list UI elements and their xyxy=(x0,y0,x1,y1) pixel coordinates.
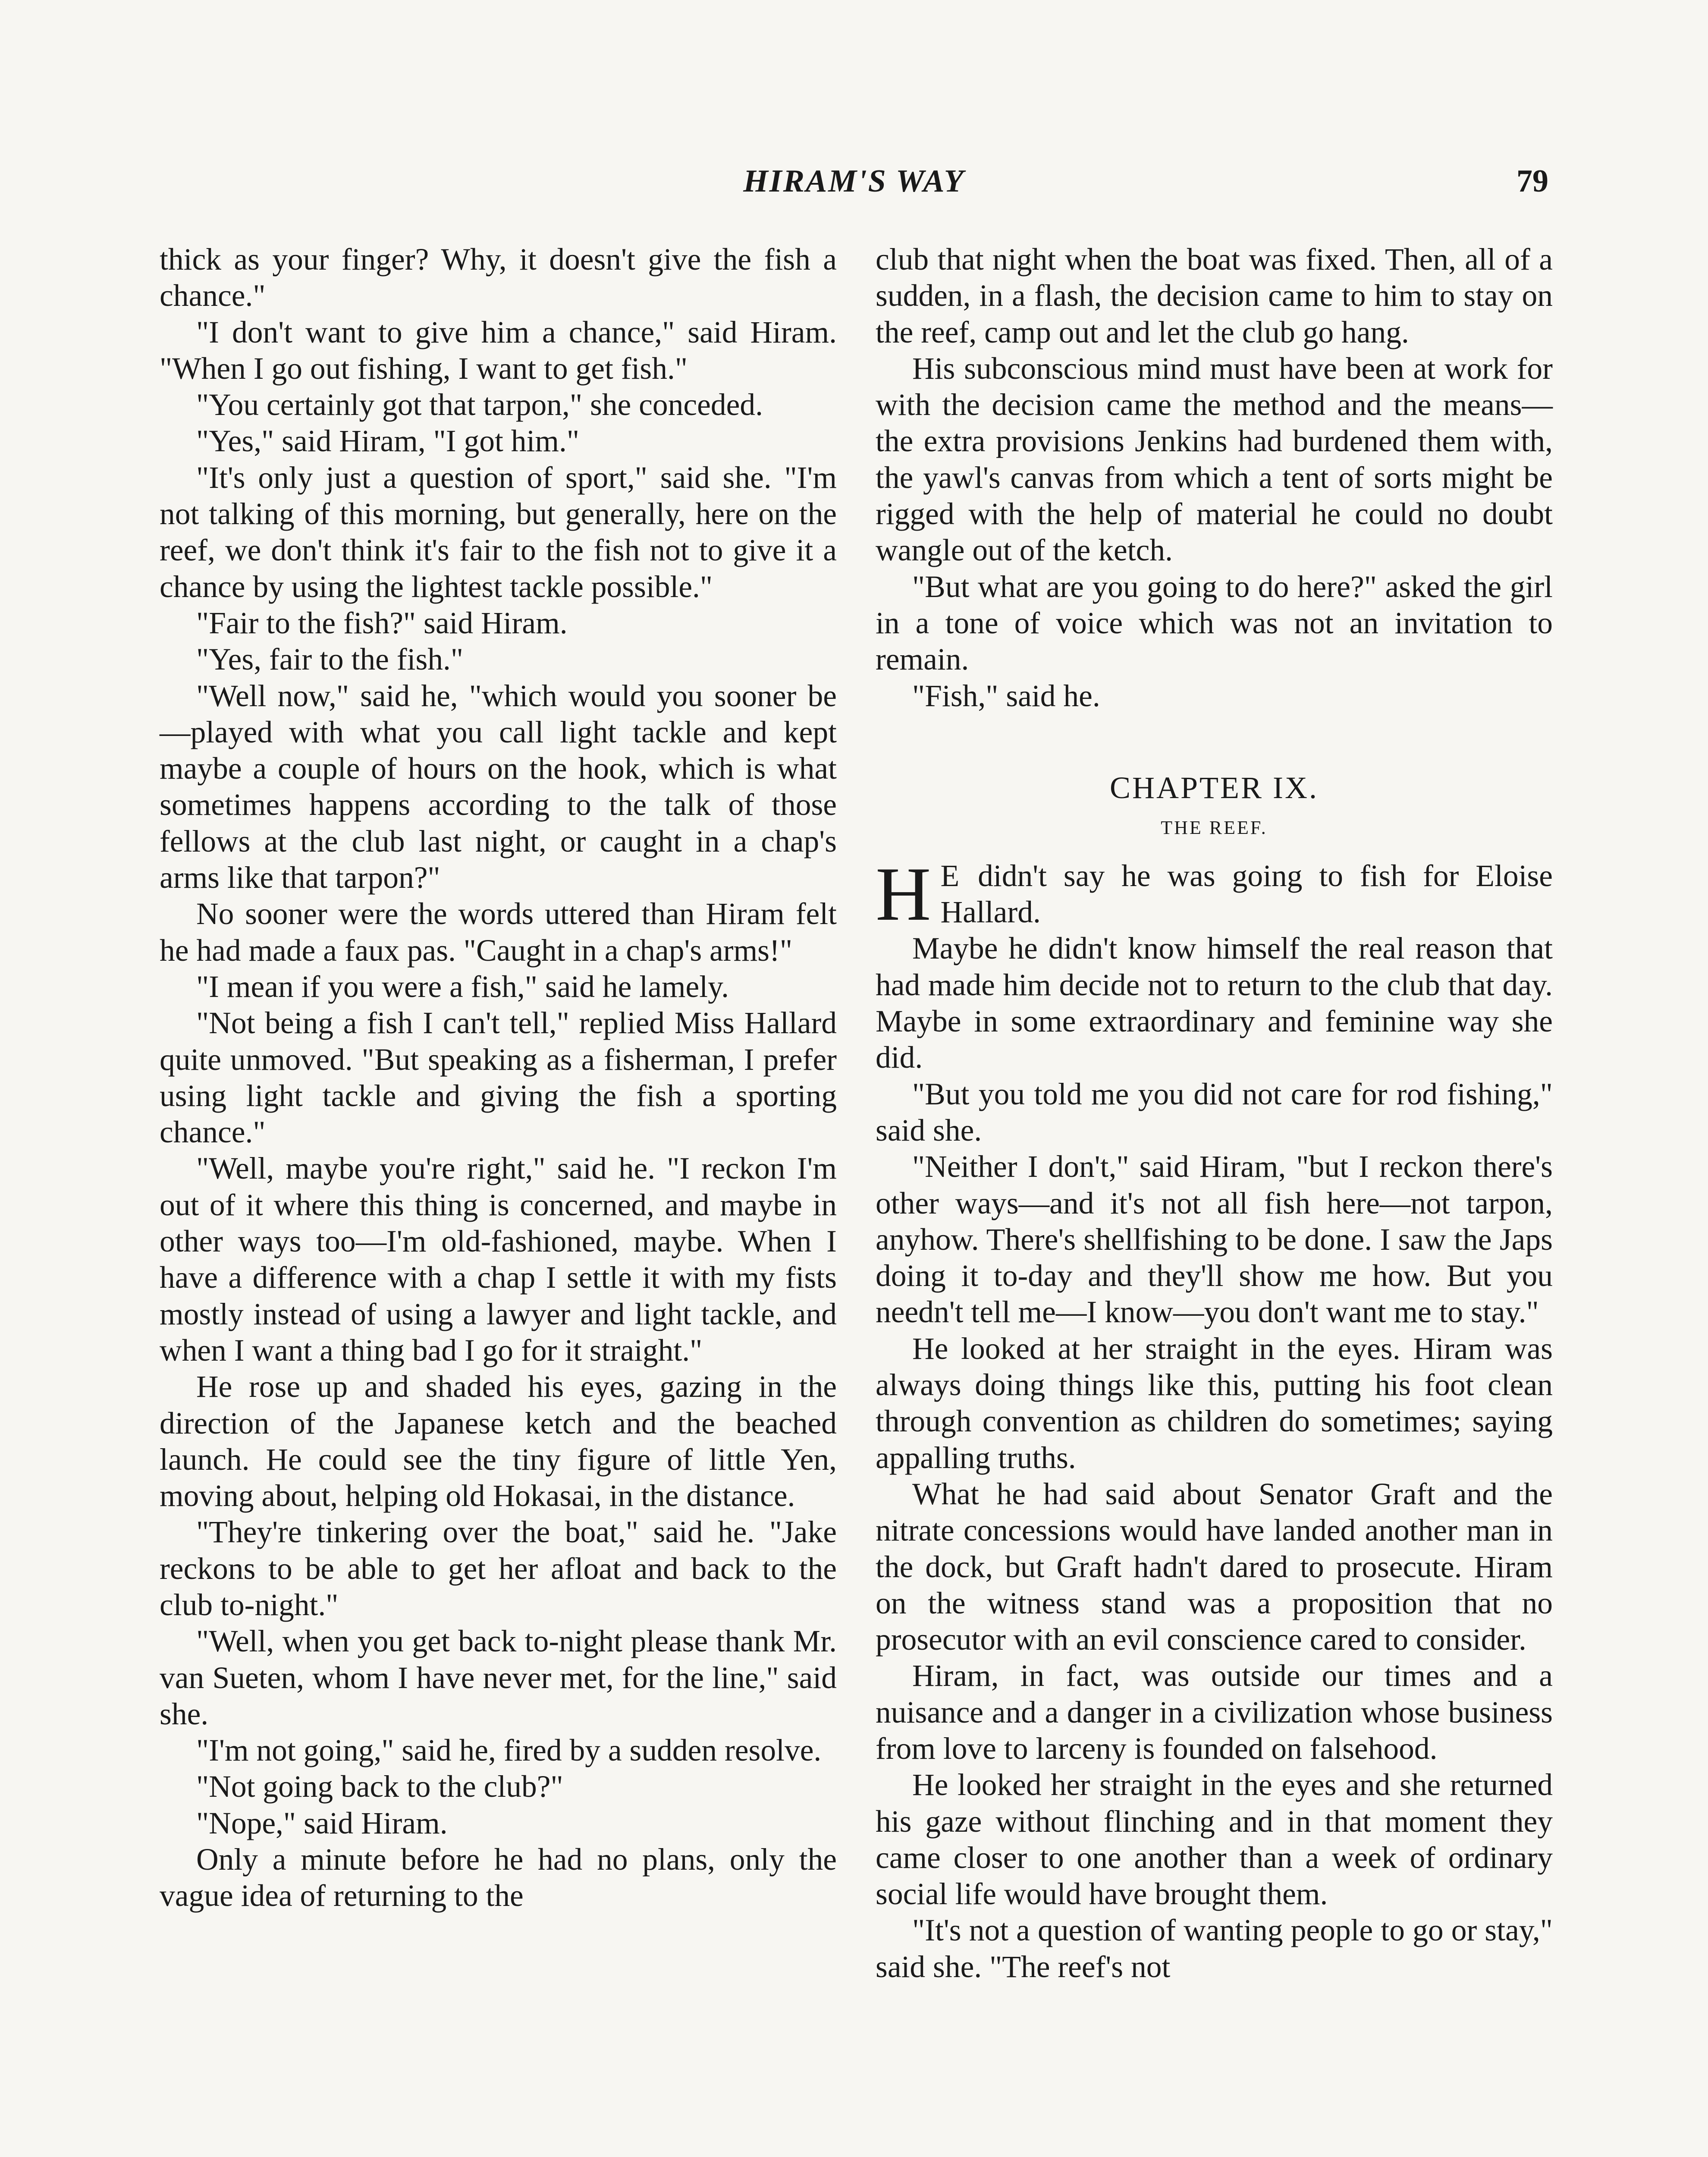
opening-text: didn't say he was going to fish for Eloise Hallard. xyxy=(940,858,1553,930)
paragraph: He looked at her straight in the eyes. Hiram was always doing things like this, putting his foot clean through convention as children do sometimes; saying appalling truths. xyxy=(876,1331,1553,1475)
paragraph: "Yes," said Hiram, "I got him." xyxy=(196,424,580,459)
running-title: HIRAM'S WAY xyxy=(743,164,965,199)
paragraph: "Yes, fair to the fish." xyxy=(196,642,464,677)
paragraph: Maybe he didn't know himself the real reason that had made him decide not to return to the club that day. Maybe in some extraordinary and feminine way she did. xyxy=(876,931,1553,1075)
paragraph: His subconscious mind must have been at work for with the decision came the method and the means—the extra provisions Jenkins had burdened them with, the yawl's canvas from which a tent of sorts might be rigged with the help of material he could no doubt wangle out of the ketch. xyxy=(876,351,1553,568)
drop-cap: H xyxy=(876,851,931,937)
paragraph: thick as your finger? Why, it doesn't give the fish a chance." xyxy=(160,242,837,313)
page-number: 79 xyxy=(1516,164,1548,199)
paragraph: "I mean if you were a fish," said he lamely. xyxy=(196,969,729,1004)
drop-cap-word: E xyxy=(940,858,961,893)
paragraph: club that night when the boat was fixed. Then, all of a sudden, in a flash, the decision came to him to stay on the reef, camp out and let the club go hang. xyxy=(876,242,1553,349)
paragraph: "Not going back to the club?" xyxy=(196,1770,563,1804)
right-column xyxy=(876,242,1553,1985)
paragraph: "But what are you going to do here?" asked the girl in a tone of voice which was not an invitation to remain. xyxy=(876,569,1553,677)
chapter-heading: CHAPTER IX. xyxy=(1109,770,1319,805)
paragraph: "Nope," said Hiram. xyxy=(196,1806,448,1840)
paragraph: "Not being a fish I can't tell," replied Miss Hallard quite unmoved. "But speaking as a fisherman, I prefer using light tackle and giving the fish a sporting chance." xyxy=(160,1006,837,1150)
paragraph: What he had said about Senator Graft and the nitrate concessions would have landed another man in the dock, but Graft hadn't dared to prosecute. Hiram on the witness stand was a proposition that no prosecutor with an evil conscience cared to consider. xyxy=(876,1477,1553,1657)
paragraph: No sooner were the words uttered than Hiram felt he had made a faux pas. "Caught in a chap's arms!" xyxy=(160,897,837,968)
paragraph: "It's only just a question of sport," said she. "I'm not talking of this morning, but generally, here on the reef, we don't think it's fair to the fish not to give it a chance by using the lightest tackle possible." xyxy=(160,460,837,604)
paragraph: He rose up and shaded his eyes, gazing in the direction of the Japanese ketch and the beached launch. He could see the tiny figure of little Yen, moving about, helping old Hokasai, in the distance. xyxy=(160,1370,837,1513)
paragraph: Only a minute before he had no plans, only the vague idea of returning to the xyxy=(160,1843,837,1913)
left-column xyxy=(160,242,837,1915)
paragraph: "Well, when you get back to-night please thank Mr. van Sueten, whom I have never met, for the line," said she. xyxy=(160,1624,837,1731)
chapter-subtitle: THE REEF. xyxy=(1161,817,1268,838)
paragraph: "You certainly got that tarpon," she conceded. xyxy=(196,388,763,422)
chapter-opening-paragraph xyxy=(876,851,1553,937)
paragraph: "But you told me you did not care for rod fishing," said she. xyxy=(876,1077,1553,1148)
running-head xyxy=(160,163,1548,206)
paragraph: "Well, maybe you're right," said he. "I reckon I'm out of it where this thing is concerned, and maybe in other ways too—I'm old-fashioned, maybe. When I have a difference with a chap I settle it with my fists mostly instead of using a lawyer and light tackle, and when I want a thing bad I go for it straight." xyxy=(160,1151,837,1368)
paragraph: "Well now," said he, "which would you sooner be—played with what you call light tackle and kept maybe a couple of hours on the hook, which is what sometimes happens according to the talk of those fellows at the club last night, or caught in a chap's arms like that tarpon?" xyxy=(160,679,837,895)
paragraph: Hiram, in fact, was outside our times and a nuisance and a danger in a civilization whose business from love to larceny is founded on falsehood. xyxy=(876,1659,1553,1766)
paragraph: "It's not a question of wanting people to go or stay," said she. "The reef's not xyxy=(876,1913,1553,1984)
paragraph: "I don't want to give him a chance," said Hiram. "When I go out fishing, I want to get fish." xyxy=(160,315,837,386)
paragraph: "They're tinkering over the boat," said he. "Jake reckons to be able to get her afloat and back to the club to-night." xyxy=(160,1515,837,1622)
paragraph: He looked her straight in the eyes and she returned his gaze without flinching and in that moment they came closer to one another than a week of ordinary social life would have brought them. xyxy=(876,1768,1553,1912)
paragraph: "Fair to the fish?" said Hiram. xyxy=(196,606,568,640)
paragraph: "I'm not going," said he, fired by a sudden resolve. xyxy=(196,1733,822,1768)
paragraph: "Fish," said he. xyxy=(912,679,1100,713)
paragraph: "Neither I don't," said Hiram, "but I reckon there's other ways—and it's not all fish here—not tarpon, anyhow. There's shellfishing to be done. I saw the Japs doing it to-day and they'll show me how. But you needn't tell me—I know—you don't want me to stay." xyxy=(876,1150,1553,1330)
